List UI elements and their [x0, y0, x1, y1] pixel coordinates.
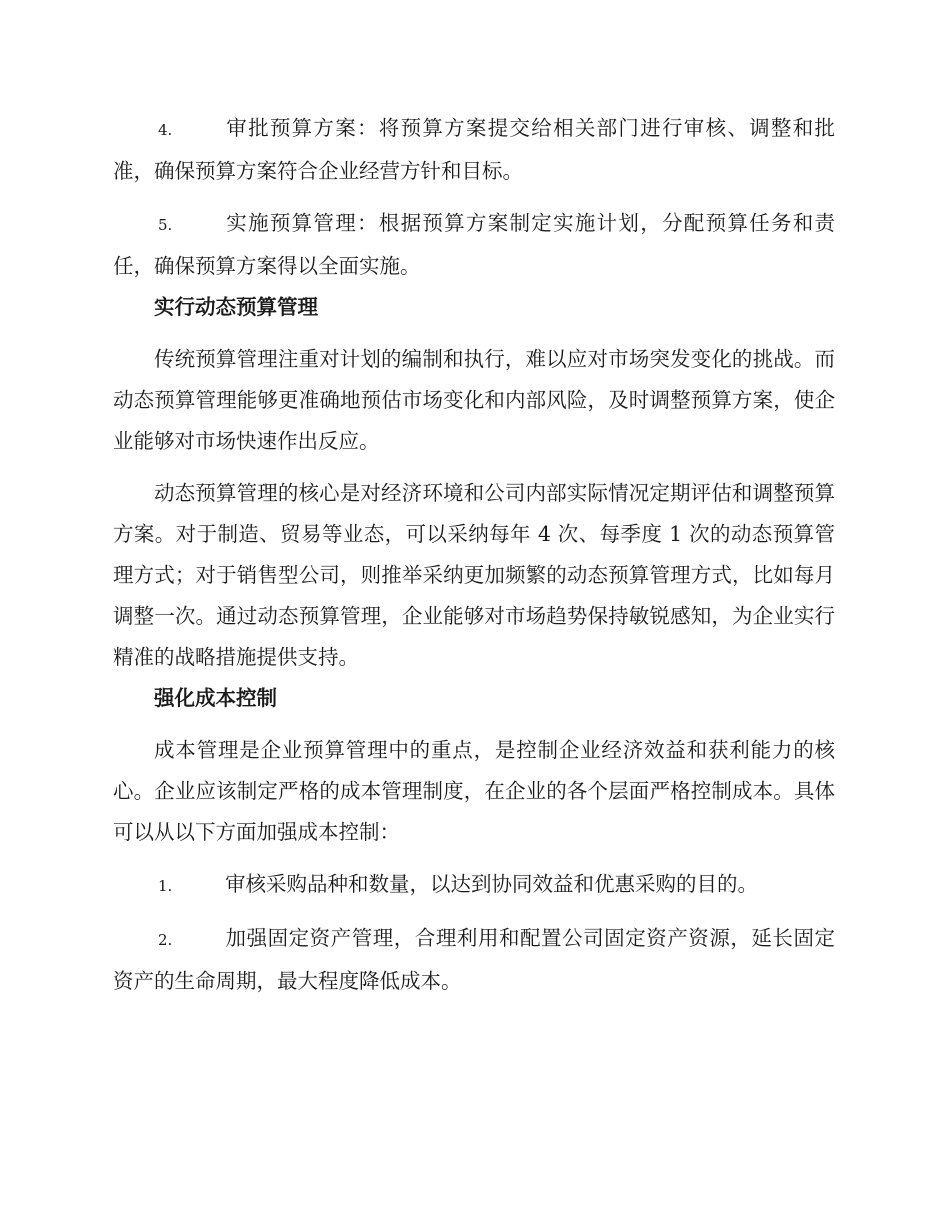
list-item-5 — [113, 203, 835, 287]
list-number: 4. — [158, 121, 173, 139]
list-item-text: 审批预算方案：将预算方案提交给相关部门进行审核、调整和批准，确保预算方案符合企业经营方针和目标。 — [113, 116, 835, 183]
paragraph-dynamic-budget-core: 动态预算管理的核心是对经济环境和公司内部实际情况定期评估和调整预算方案。对于制造、贸易等业态，可以采纳每年 4 次、每季度 1 次的动态预算管理方式；对于销售型公司，则推举采纳更加频繁的动态预算管理方式，比如每月调整一次。通过动态预算管理，企业能够对市场趋势保持敏锐感知，为企业实行精准的战略措施提供支持。 — [113, 481, 835, 669]
list-item-text: 加强固定资产管理，合理利用和配置公司固定资产资源，延长固定资产的生命周期，最大程度降低成本。 — [113, 926, 835, 993]
list-item-text: 审核采购品种和数量，以达到协同效益和优惠采购的目的。 — [225, 872, 758, 896]
list-number: 1. — [158, 877, 173, 895]
section-heading-cost-control: 强化成本控制 — [154, 686, 277, 710]
list-item-text: 实施预算管理：根据预算方案制定实施计划，分配预算任务和责任，确保预算方案得以全面实施。 — [113, 211, 835, 278]
section-heading-dynamic-budget: 实行动态预算管理 — [154, 295, 318, 319]
list-number: 5. — [158, 216, 173, 234]
list-item-1 — [113, 864, 835, 907]
list-item-4 — [113, 108, 835, 192]
document-page — [113, 108, 835, 1002]
paragraph-traditional-budget: 传统预算管理注重对计划的编制和执行，难以应对市场突发变化的挑战。而动态预算管理能够更准确地预估市场变化和内部风险，及时调整预算方案，使企业能够对市场快速作出反应。 — [113, 347, 835, 453]
paragraph-cost-management: 成本管理是企业预算管理中的重点，是控制企业经济效益和获利能力的核心。企业应该制定严格的成本管理制度，在企业的各个层面严格控制成本。具体可以从以下方面加强成本控制： — [113, 738, 835, 844]
list-item-2 — [113, 918, 835, 1002]
list-number: 2. — [158, 931, 173, 949]
